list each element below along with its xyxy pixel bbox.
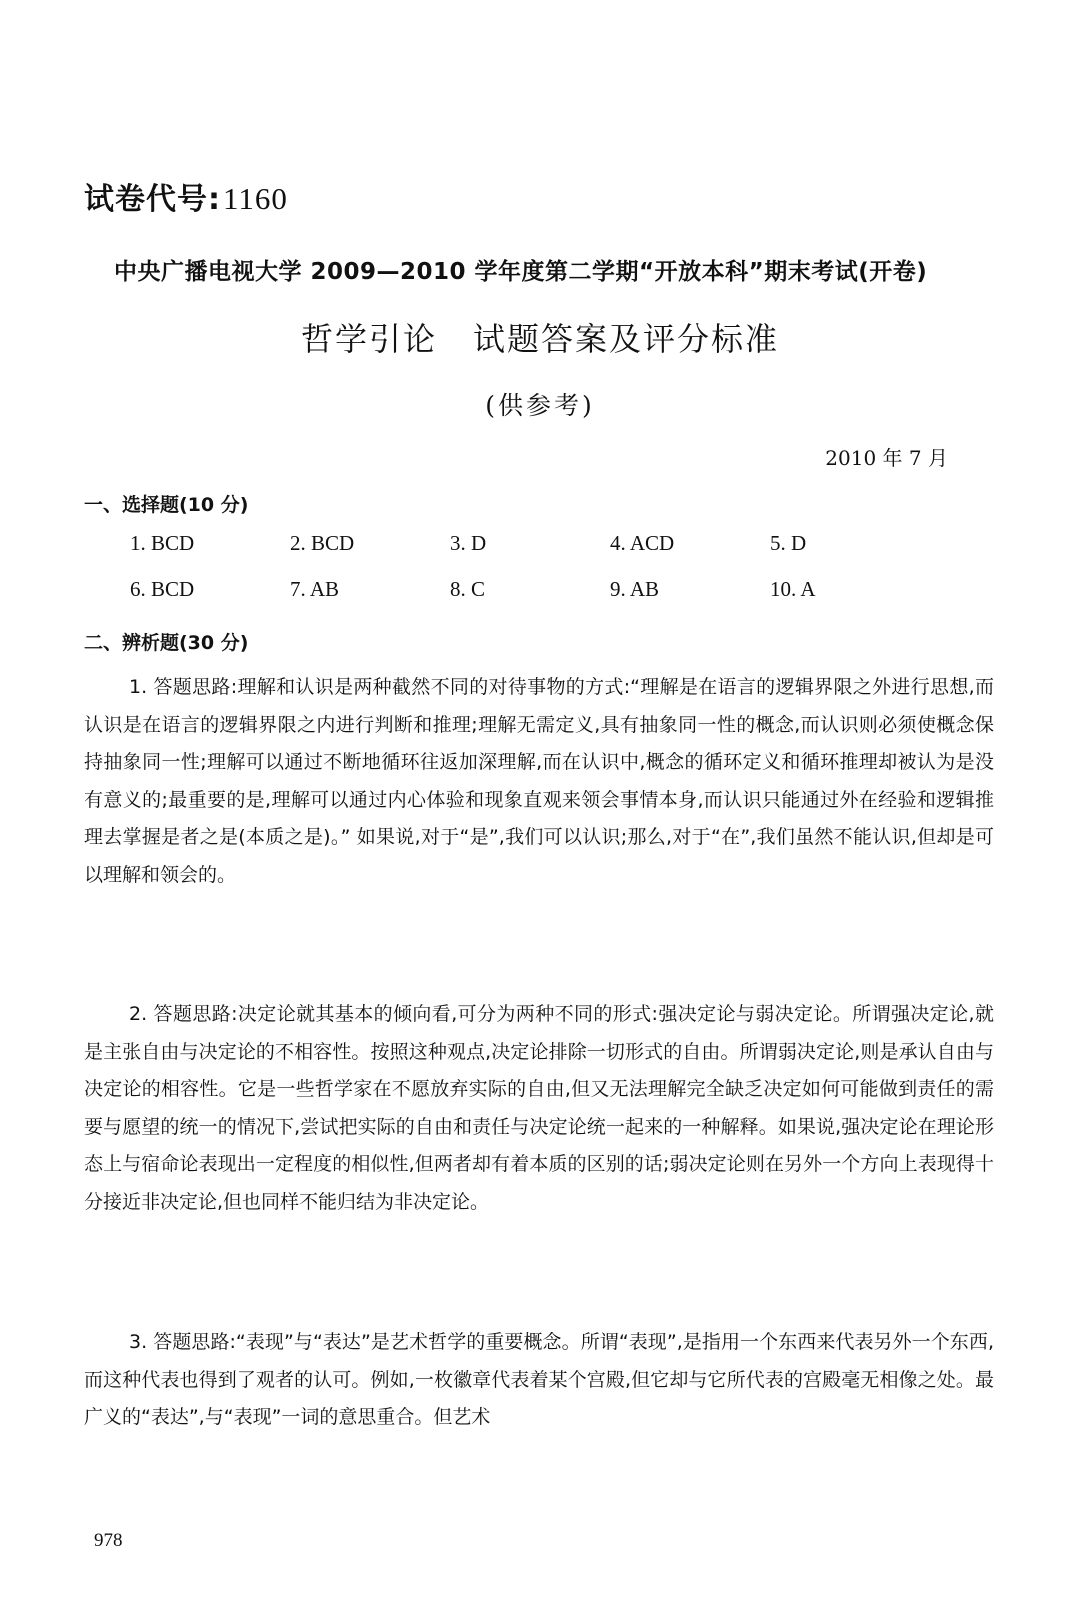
- paper-code-label: 试卷代号:: [84, 182, 221, 217]
- document-type: 试题答案及评分标准: [473, 320, 780, 358]
- answer-item: 7. AB: [290, 577, 340, 601]
- choice-answers-grid: [130, 532, 930, 600]
- answer-paragraph-2: 2. 答题思路:决定论就其基本的倾向看,可分为两种不同的形式:强决定论与弱决定论。所谓强决定论,就是主张自由与决定论的不相容性。按照这种观点,决定论排除一切形式的自由。所谓弱决定论,则是承认自由与决定论的相容性。它是一些哲学家在不愿放弃实际的自由,但又无法理解完全缺乏决定如何可能做到责任的需要与愿望的统一的情况下,尝试把实际的自由和责任与决定论统一起来的一种解释。如果说,强决定论在理论形态上与宿命论表现出一定程度的相似性,但两者却有着本质的区别的话;弱决定论则在另外一个方向上表现得十分接近非决定论,但也同样不能归结为非决定论。: [84, 1003, 994, 1213]
- answer-item: 5. D: [770, 531, 807, 555]
- section-1-heading: 一、选择题(10 分): [84, 494, 249, 516]
- section-2-heading: 二、辨析题(30 分): [84, 632, 249, 654]
- answer-item: 8. C: [450, 577, 486, 601]
- course-name: 哲学引论: [300, 320, 437, 358]
- document-date: 2010 年 7 月: [825, 446, 948, 470]
- document-subtitle: (供参考): [485, 391, 595, 420]
- exam-header: 中央广播电视大学 2009—2010 学年度第二学期“开放本科”期末考试(开卷): [114, 259, 928, 285]
- page-number: 978: [94, 1530, 123, 1551]
- answer-item: 9. AB: [610, 577, 660, 601]
- paper-code: [84, 174, 288, 218]
- answer-item: 2. BCD: [290, 531, 355, 555]
- answer-item: 10. A: [770, 577, 816, 601]
- paper-code-number: 1160: [223, 181, 288, 216]
- answer-item: 1. BCD: [130, 531, 195, 555]
- answer-item: 3. D: [450, 531, 487, 555]
- answer-item: 4. ACD: [610, 531, 675, 555]
- answer-paragraph-3: 3. 答题思路:“表现”与“表达”是艺术哲学的重要概念。所谓“表现”,是指用一个东西来代表另外一个东西,而这种代表也得到了观者的认可。例如,一枚徽章代表着某个宫殿,但它却与它所代表的宫殿毫无相像之处。最广义的“表达”,与“表现”一词的意思重合。但艺术: [84, 1331, 994, 1428]
- document-title: [0, 314, 1080, 360]
- answer-paragraph-1: 1. 答题思路:理解和认识是两种截然不同的对待事物的方式:“理解是在语言的逻辑界限之外进行思想,而认识是在语言的逻辑界限之内进行判断和推理;理解无需定义,具有抽象同一性的概念,而认识则必须使概念保持抽象同一性;理解可以通过不断地循环往返加深理解,而在认识中,概念的循环定义和循环推理却被认为是没有意义的;最重要的是,理解可以通过内心体验和现象直观来领会事情本身,而认识只能通过外在经验和逻辑推理去掌握是者之是(本质之是)。” 如果说,对于“是”,我们可以认识;那么,对于“在”,我们虽然不能认识,但却是可以理解和领会的。: [84, 676, 994, 886]
- answer-item: 6. BCD: [130, 577, 195, 601]
